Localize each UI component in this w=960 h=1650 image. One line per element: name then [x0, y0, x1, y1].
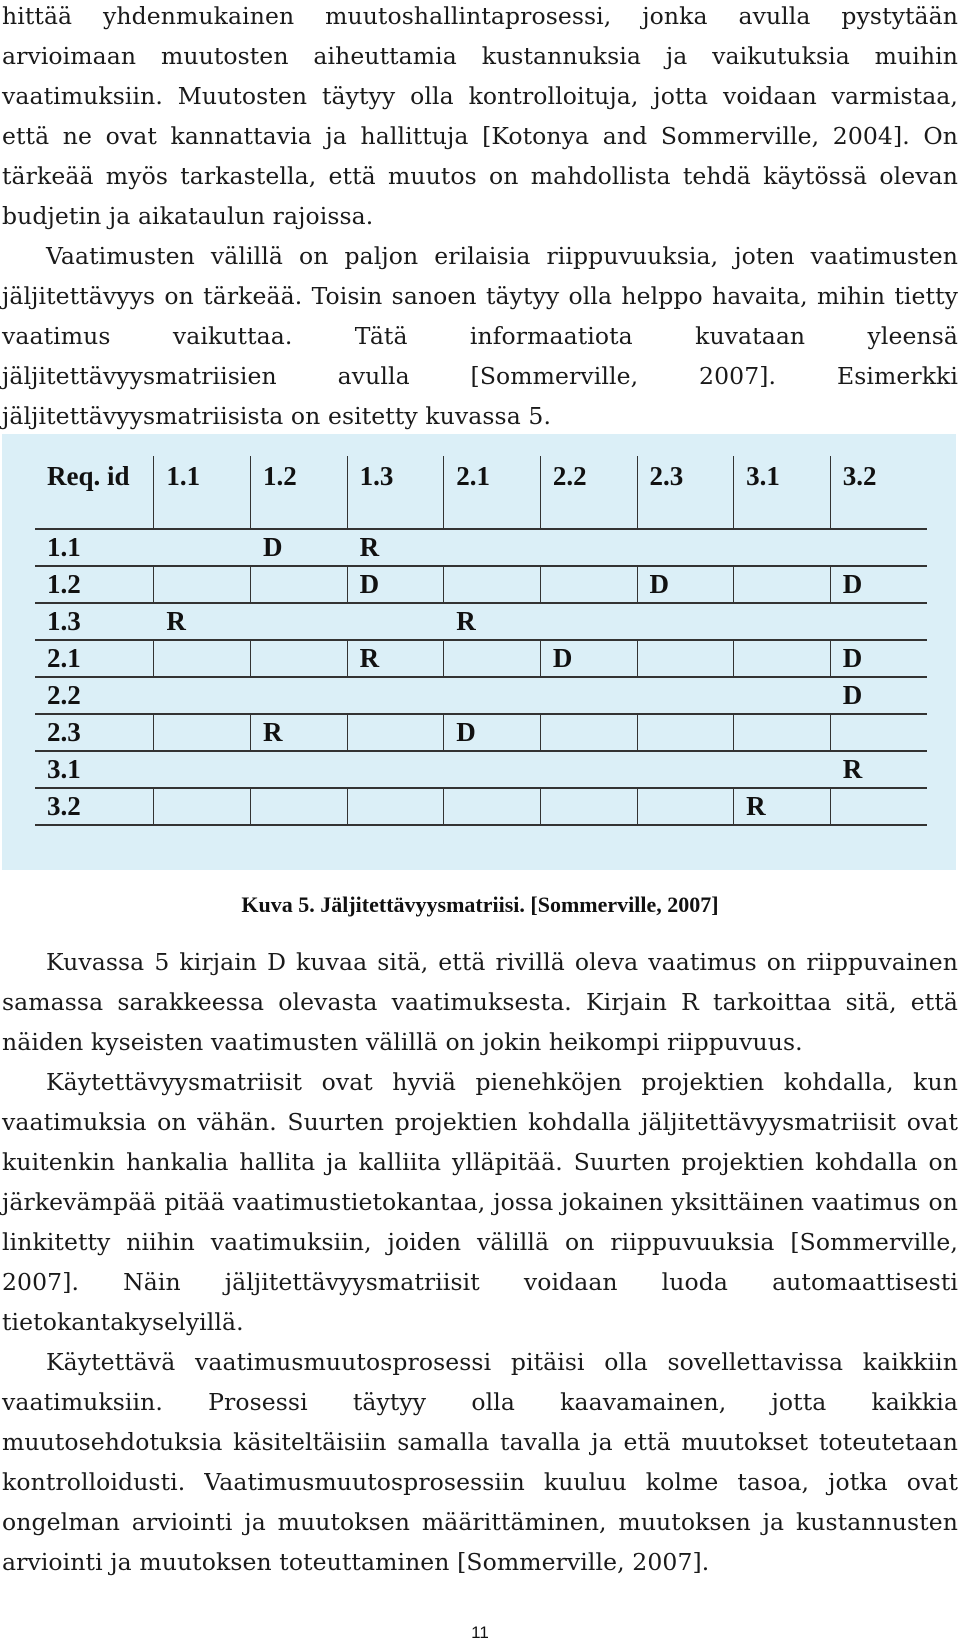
matrix-row: [35, 566, 927, 603]
matrix-cell: [540, 529, 637, 566]
matrix-row-label: 1.2: [35, 566, 154, 603]
matrix-cell: [540, 751, 637, 788]
matrix-cell: [347, 603, 444, 640]
matrix-cell: [444, 751, 541, 788]
matrix-cell: [251, 566, 348, 603]
matrix-cell: [347, 677, 444, 714]
paragraph-matrix-explanation: Kuvassa 5 kirjain D kuvaa sitä, että rivillä oleva vaatimus on riippuvainen samassa sarakkeessa olevasta vaatimuksesta. Kirjain R tarkoittaa sitä, että näiden kyseisten vaatimusten välillä on jokin heikompi riippuvuus.: [2, 948, 958, 1056]
matrix-cell: [444, 566, 541, 603]
matrix-cell: [637, 529, 734, 566]
matrix-cell: [830, 788, 927, 825]
matrix-cell: [444, 677, 541, 714]
matrix-column-header: 2.3: [637, 456, 734, 529]
matrix-cell: D: [251, 529, 348, 566]
matrix-cell: [154, 529, 251, 566]
matrix-cell: [734, 529, 831, 566]
matrix-cell: [154, 788, 251, 825]
matrix-cell: [251, 677, 348, 714]
paragraph-continuation: [2, 0, 958, 236]
paragraph-change-process: Käytettävä vaatimusmuutosprosessi pitäisi olla sovellettavissa kaikkiin vaatimuksiin. Prosessi täytyy olla kaavamainen, jotta kaikkia muutosehdotuksia käsiteltäisiin samalla tavalla ja että muutokset toteutetaan kontrolloidusti. Vaatimusmuutosprosessiin kuuluu kolme tasoa, jotka ovat ongelman arviointi ja muutoksen määrittäminen, muutoksen ja kustannusten arviointi ja muutoksen toteuttaminen [Sommerville, 2007].: [2, 1348, 958, 1576]
matrix-cell: [734, 640, 831, 677]
matrix-cell: [154, 566, 251, 603]
matrix-cell: [540, 603, 637, 640]
matrix-row-label: 2.2: [35, 677, 154, 714]
matrix-cell: D: [637, 566, 734, 603]
matrix-row-label: 2.3: [35, 714, 154, 751]
matrix-cell: [154, 714, 251, 751]
matrix-cell: R: [444, 603, 541, 640]
matrix-cell: [251, 788, 348, 825]
matrix-row-label: 1.1: [35, 529, 154, 566]
figure-caption: Kuva 5. Jäljitettävyysmatriisi. [Sommerville, 2007]: [241, 892, 719, 917]
matrix-cell: R: [154, 603, 251, 640]
matrix-row: [35, 529, 927, 566]
matrix-column-header: 1.1: [154, 456, 251, 529]
matrix-row: [35, 788, 927, 825]
matrix-row: [35, 603, 927, 640]
matrix-cell: [637, 751, 734, 788]
matrix-cell: [830, 529, 927, 566]
matrix-column-header: 3.2: [830, 456, 927, 529]
matrix-row-label: 2.1: [35, 640, 154, 677]
paragraph-matrix-usability: Käytettävyysmatriisit ovat hyviä pienehköjen projektien kohdalla, kun vaatimuksia on vähän. Suurten projektien kohdalla jäljitettävyysmatriisit ovat kuitenkin hankalia hallita ja kalliita ylläpitää. Suurten projektien kohdalla on järkevämpää pitää vaatimustietokantaa, jossa jokainen yksittäinen vaatimus on linkitetty niihin vaatimuksiin, joiden välillä on riippuvuuksia [Sommerville, 2007]. Näin jäljitettävyysmatriisit voidaan luoda automaattisesti tietokantakyselyillä.: [2, 1068, 958, 1336]
matrix-cell: [637, 788, 734, 825]
matrix-cell: [444, 640, 541, 677]
matrix-cell: [444, 788, 541, 825]
matrix-cell: [347, 751, 444, 788]
matrix-cell: [444, 529, 541, 566]
page-number: 11: [471, 1623, 489, 1642]
paragraph-traceability-intro: [2, 236, 958, 436]
matrix-cell: D: [444, 714, 541, 751]
matrix-cell: [540, 788, 637, 825]
matrix-cell: [154, 751, 251, 788]
matrix-corner-label: Req. id: [35, 456, 154, 529]
matrix-cell: R: [734, 788, 831, 825]
matrix-cell: [734, 603, 831, 640]
matrix-column-header: 1.3: [347, 456, 444, 529]
matrix-header-row: [35, 456, 927, 529]
matrix-cell: [347, 788, 444, 825]
paragraph-traceability: Vaatimusten välillä on paljon erilaisia riippuvuuksia, joten vaatimusten jäljitettävyys on tärkeää. Toisin sanoen täytyy olla helppo havaita, mihin tietty vaatimus vaikuttaa. Tätä informaatiota kuvataan yleensä jäljitettävyysmatriisien avulla [Sommerville, 2007]. Esimerkki jäljitettävyysmatriisista on esitetty kuvassa 5.: [2, 242, 958, 430]
matrix-cell: R: [830, 751, 927, 788]
matrix-cell: [734, 566, 831, 603]
matrix-cell: [347, 714, 444, 751]
matrix-cell: R: [347, 640, 444, 677]
matrix-row: [35, 751, 927, 788]
matrix-row-label: 3.2: [35, 788, 154, 825]
matrix-cell: D: [830, 677, 927, 714]
matrix-cell: D: [347, 566, 444, 603]
figure-traceability-matrix: [2, 434, 956, 870]
matrix-column-header: 3.1: [734, 456, 831, 529]
matrix-cell: [637, 603, 734, 640]
paragraphs-bottom: [2, 942, 958, 1582]
matrix-cell: [154, 640, 251, 677]
matrix-cell: [251, 603, 348, 640]
matrix-column-header: 2.2: [540, 456, 637, 529]
matrix-cell: [540, 566, 637, 603]
matrix-cell: [734, 677, 831, 714]
traceability-matrix-table: [35, 456, 927, 826]
matrix-row: [35, 714, 927, 751]
matrix-row-label: 3.1: [35, 751, 154, 788]
matrix-cell: [251, 640, 348, 677]
matrix-cell: D: [830, 566, 927, 603]
matrix-cell: [830, 714, 927, 751]
matrix-column-header: 1.2: [251, 456, 348, 529]
matrix-cell: [637, 677, 734, 714]
matrix-cell: R: [251, 714, 348, 751]
matrix-cell: [830, 603, 927, 640]
matrix-cell: [637, 640, 734, 677]
matrix-cell: [251, 751, 348, 788]
matrix-cell: D: [540, 640, 637, 677]
matrix-cell: [540, 677, 637, 714]
matrix-row: [35, 677, 927, 714]
matrix-cell: [734, 714, 831, 751]
matrix-row-label: 1.3: [35, 603, 154, 640]
matrix-cell: D: [830, 640, 927, 677]
matrix-cell: [154, 677, 251, 714]
paragraph-change-management: hittää yhdenmukainen muutoshallintaprosessi, jonka avulla pystytään arvioimaan muutosten aiheuttamia kustannuksia ja vaikutuksia muihin vaatimuksiin. Muutosten täytyy olla kontrolloituja, jotta voidaan varmistaa, että ne ovat kannattavia ja hallittuja [Kotonya and Sommerville, 2004]. On tärkeää myös tarkastella, että muutos on mahdollista tehdä käytössä olevan budjetin ja aikataulun rajoissa.: [2, 2, 958, 230]
matrix-row: [35, 640, 927, 677]
matrix-cell: R: [347, 529, 444, 566]
matrix-cell: [637, 714, 734, 751]
matrix-cell: [540, 714, 637, 751]
matrix-cell: [734, 751, 831, 788]
matrix-column-header: 2.1: [444, 456, 541, 529]
